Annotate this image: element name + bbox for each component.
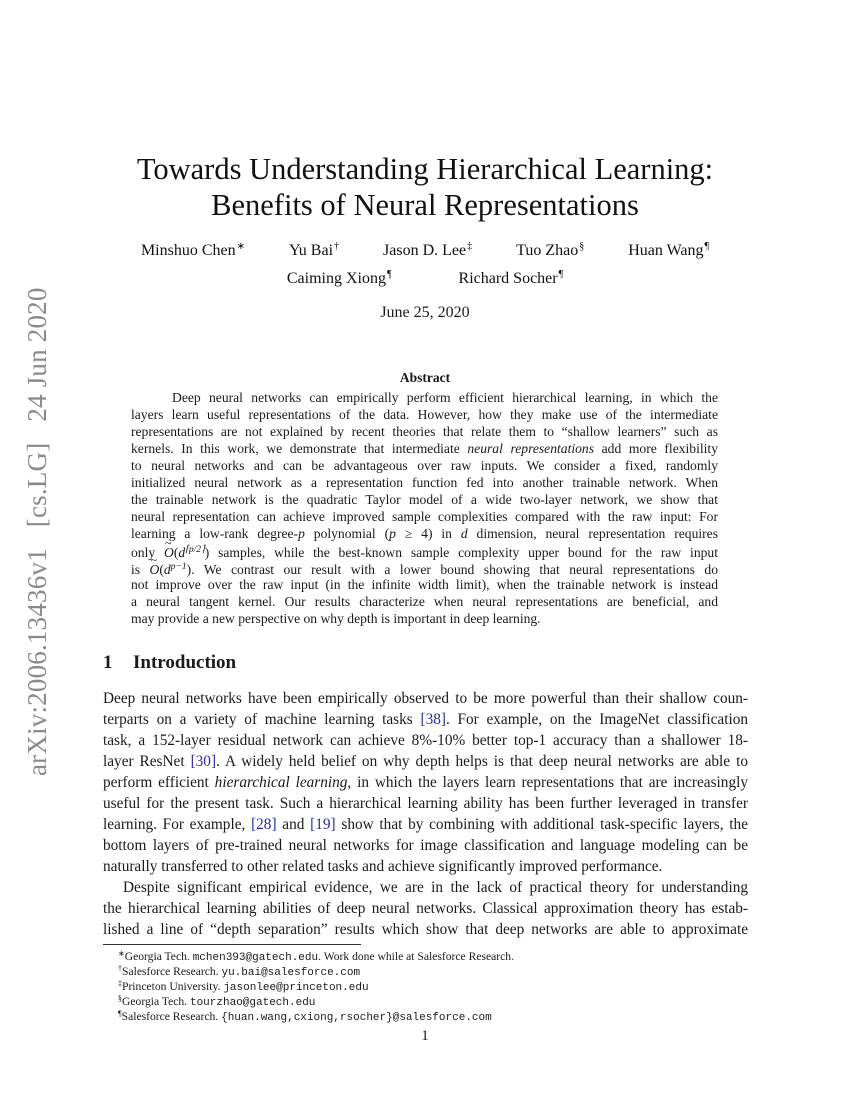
author: Yu Bai†: [289, 241, 340, 259]
paper-title-line-1: Towards Understanding Hierarchical Learning:: [136, 152, 714, 186]
email-link[interactable]: jasonlee@princeton.edu: [223, 982, 369, 994]
affiliation-mark: ∗: [236, 241, 246, 252]
page-number: 1: [421, 1028, 429, 1044]
email-link[interactable]: mchen393@gatech.edu: [192, 952, 319, 964]
arxiv-date: 24 Jun 2020: [22, 287, 52, 422]
body-line: layer ResNet [30]. A widely held belief on why depth helps is that deep neural networks are able to: [103, 753, 748, 770]
abstract-line: initialized neural network as a representation function fed into another trainable network. When: [131, 475, 718, 490]
arxiv-id: arXiv:2006.13436v1: [22, 548, 52, 776]
abstract-line: representations are not explained by recent theories that relate them to “shallow learners” such as: [131, 424, 718, 439]
body-line: lished a line of “depth separation” results which show that deep networks are able to approximate: [103, 921, 748, 938]
body-line: learning. For example, [28] and [19] show that by combining with additional task-specific layers, the: [103, 816, 748, 833]
body-line: perform efficient hierarchical learning, in which the layers learn representations that are increasingly: [103, 774, 748, 791]
author: Jason D. Lee‡: [383, 241, 473, 259]
paper-title-line-2: Benefits of Neural Representations: [211, 188, 639, 222]
body-line: naturally transferred to other related tasks and achieve significantly improved performance.: [103, 858, 663, 875]
email-link[interactable]: yu.bai@salesforce.com: [221, 967, 361, 979]
big-o-tilde: ~ O: [164, 544, 174, 561]
arxiv-stamp: [20, 256, 54, 776]
author: Minshuo Chen∗: [140, 241, 246, 259]
affiliation-mark: ¶: [558, 269, 564, 280]
abstract-line: is ~ $O(d^{p-1})$. We contrast our result with a lower bound showing that neural representations do: [131, 559, 718, 578]
email-link[interactable]: tourzhao@gatech.edu: [189, 997, 316, 1009]
abstract-line: neural representation can achieve improved sample complexities compared with the raw input: For: [131, 509, 718, 524]
section-number: 1: [103, 652, 113, 673]
body-line: useful for the present task. Such a hierarchical learning ability has been further leveraged in transfer: [103, 795, 748, 812]
body-line: Deep neural networks have been empirically observed to be more powerful than their shallow coun-: [103, 690, 748, 707]
author-list-row-1: [0, 241, 850, 260]
abstract-line: may provide a new perspective on why depth is important in deep learning.: [131, 611, 541, 626]
emphasis: hierarchical learning: [214, 774, 348, 791]
affiliation-mark: †: [334, 241, 340, 252]
emphasis: neural representations: [467, 441, 595, 456]
abstract-line: layers learn useful representations of the data. However, how they make use of the intermediate: [131, 407, 718, 422]
citation-link[interactable]: [38]: [420, 711, 446, 728]
body-line: Despite significant empirical evidence, we are in the lack of practical theory for understanding: [123, 879, 748, 896]
affiliation-mark: ¶: [704, 241, 710, 252]
abstract-line: kernels. In this work, we demonstrate that intermediate neural representations add more flexibility: [131, 441, 718, 456]
abstract-line: the trainable network is the quadratic Taylor model of a wide two-layer network, we show that: [131, 492, 718, 507]
author: Huan Wang¶: [628, 241, 710, 259]
author: Tuo Zhao§: [516, 241, 585, 259]
citation-link[interactable]: [19]: [310, 816, 336, 833]
affiliation-mark: ¶: [386, 269, 392, 280]
abstract-heading: Abstract: [399, 370, 451, 385]
footnote: §Georgia Tech. tourzhao@gatech.edu: [118, 994, 316, 1009]
author: Caiming Xiong¶: [286, 269, 392, 287]
body-line: terparts on a variety of machine learning tasks [38]. For example, on the ImageNet classification: [103, 711, 748, 728]
body-line: task, a 152-layer residual network can achieve 8%-10% better top-1 accuracy than a shallower 18-: [103, 732, 748, 749]
section-heading-introduction: [103, 652, 236, 674]
author-list-row-2: [0, 269, 850, 288]
abstract-line: not improve over the raw input (in the infinite width limit), when the trainable network is instead: [131, 577, 718, 592]
footnote: ¶Salesforce Research. {huan.wang,cxiong,rsocher}@salesforce.com: [118, 1009, 492, 1024]
abstract-line: a neural tangent kernel. Our results characterize when neural representations are beneficial, and: [131, 594, 718, 609]
publication-date: June 25, 2020: [380, 304, 470, 321]
arxiv-category: [cs.LG]: [22, 442, 52, 528]
abstract-line: only ~ $O(d^{⌈p/2⌉})$ samples, while the best-known sample complexity upper bound for the raw input: [131, 542, 718, 561]
footnote: ‡Princeton University. jasonlee@princeton.edu: [118, 979, 369, 994]
body-line: bottom layers of pre-trained neural networks for image classification and language modeling can be: [103, 837, 748, 854]
abstract-line: learning a low-rank degree-p polynomial (p ≥ 4) in d dimension, neural representation requires: [131, 526, 719, 541]
body-line: the hierarchical learning abilities of deep neural networks. Classical approximation theory has estab-: [103, 900, 748, 917]
affiliation-mark: ‡: [467, 241, 473, 252]
section-title: Introduction: [133, 652, 237, 673]
affiliation-mark: §: [579, 241, 585, 252]
footnote-divider: [103, 944, 361, 945]
email-link[interactable]: {huan.wang,cxiong,rsocher}@salesforce.com: [221, 1012, 492, 1024]
citation-link[interactable]: [28]: [251, 816, 277, 833]
abstract-line: Deep neural networks can empirically perform efficient hierarchical learning, in which the: [172, 390, 718, 405]
citation-link[interactable]: [30]: [190, 753, 217, 770]
abstract-line: to neural networks and can be advantageous over raw inputs. We consider a fixed, randomly: [131, 458, 718, 473]
footnote: ∗Georgia Tech. mchen393@gatech.edu. Work done while at Salesforce Research.: [118, 949, 514, 964]
author: Richard Socher¶: [458, 269, 564, 287]
footnote: †Salesforce Research. yu.bai@salesforce.com: [118, 964, 361, 979]
big-o-tilde: ~ O: [150, 561, 160, 578]
